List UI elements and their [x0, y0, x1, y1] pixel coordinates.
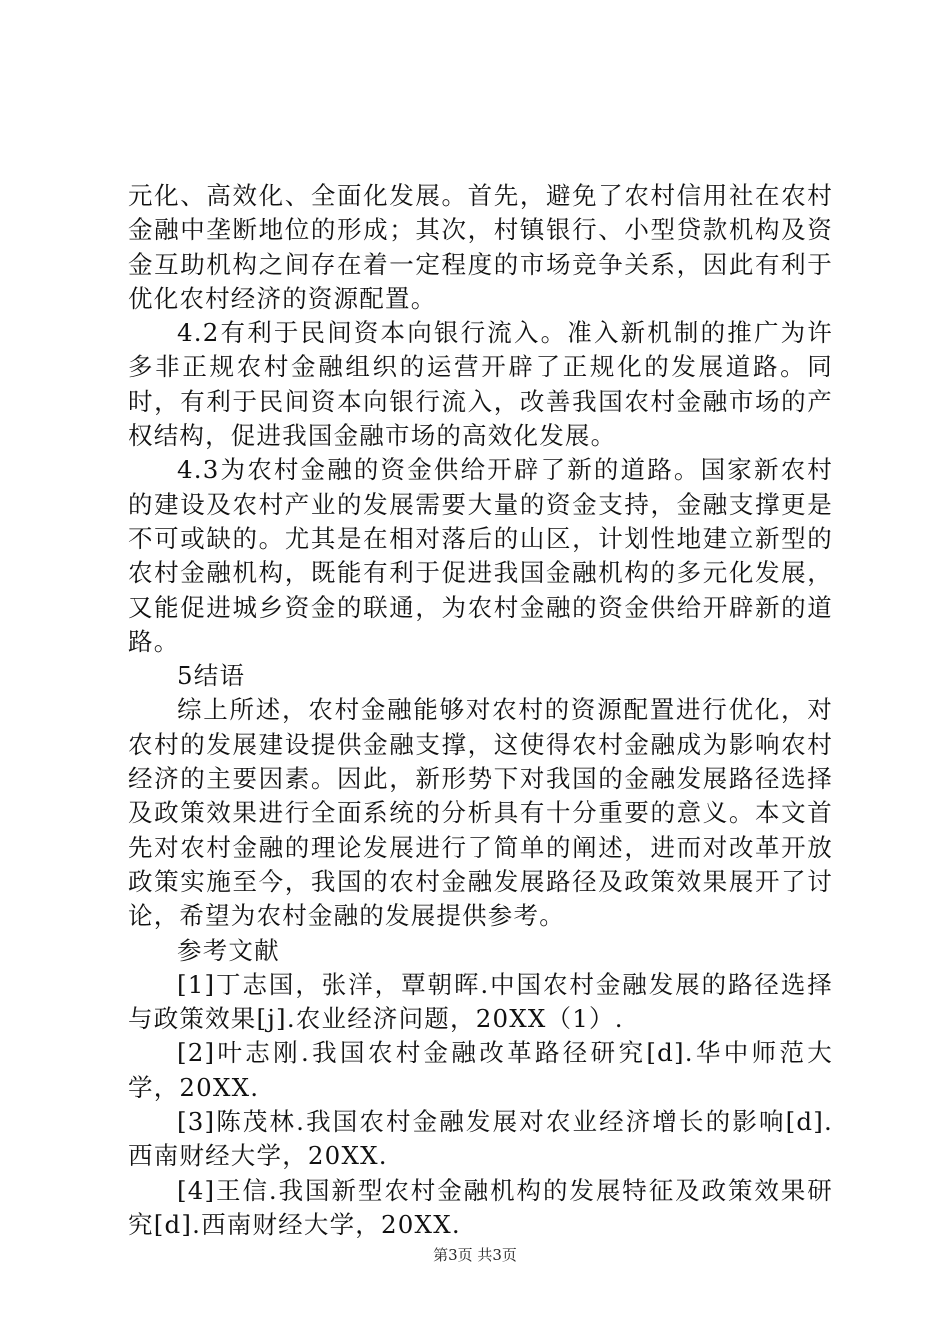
reference-item-1: [1]丁志国，张洋，覃朝晖.中国农村金融发展的路径选择与政策效果[j].农业经济问题，20XX（1）.: [128, 969, 833, 1034]
section-heading-conclusion: 5结语: [177, 661, 246, 691]
body-text: [128, 179, 833, 1242]
paragraph-conclusion: 综上所述，农村金融能够对农村的资源配置进行优化，对农村的发展建设提供金融支撑，这使得农村金融成为影响农村经济的主要因素。因此，新形势下对我国的金融发展路径选择及政策效果进行全面系统的分析具有十分重要的意义。本文首先对农村金融的理论发展进行了简单的阐述，进而对改革开放政策实施至今，我国的农村金融发展路径及政策效果展开了讨论，希望为农村金融的发展提供参考。: [128, 695, 833, 931]
paragraph-4-3: 4.3为农村金融的资金供给开辟了新的道路。国家新农村的建设及农村产业的发展需要大量的资金支持，金融支撑更是不可或缺的。尤其是在相对落后的山区，计划性地建立新型的农村金融机构，既能有利于促进我国金融机构的多元化发展，又能促进城乡资金的联通，为农村金融的资金供给开辟新的道路。: [128, 455, 833, 656]
reference-item-3: [3]陈茂林.我国农村金融发展对农业经济增长的影响[d].西南财经大学，20XX.: [128, 1107, 833, 1171]
paragraph-continuation: 元化、高效化、全面化发展。首先，避免了农村信用社在农村金融中垄断地位的形成；其次，村镇银行、小型贷款机构及资金互助机构之间存在着一定程度的市场竞争关系，因此有利于优化农村经济的资源配置。: [128, 181, 833, 313]
reference-item-4: [4]王信.我国新型农村金融机构的发展特征及政策效果研究[d].西南财经大学，20XX.: [128, 1175, 833, 1239]
page-number-footer: 第3页 共3页: [433, 1246, 517, 1264]
section-heading-references: 参考文献: [177, 935, 280, 965]
paragraph-4-2: 4.2有利于民间资本向银行流入。准入新机制的推广为许多非正规农村金融组织的运营开辟了正规化的发展道路。同时，有利于民间资本向银行流入，改善我国农村金融市场的产权结构，促进我国金融市场的高效化发展。: [128, 318, 833, 451]
reference-item-2: [2]叶志刚.我国农村金融改革路径研究[d].华中师范大学，20XX.: [128, 1038, 833, 1102]
